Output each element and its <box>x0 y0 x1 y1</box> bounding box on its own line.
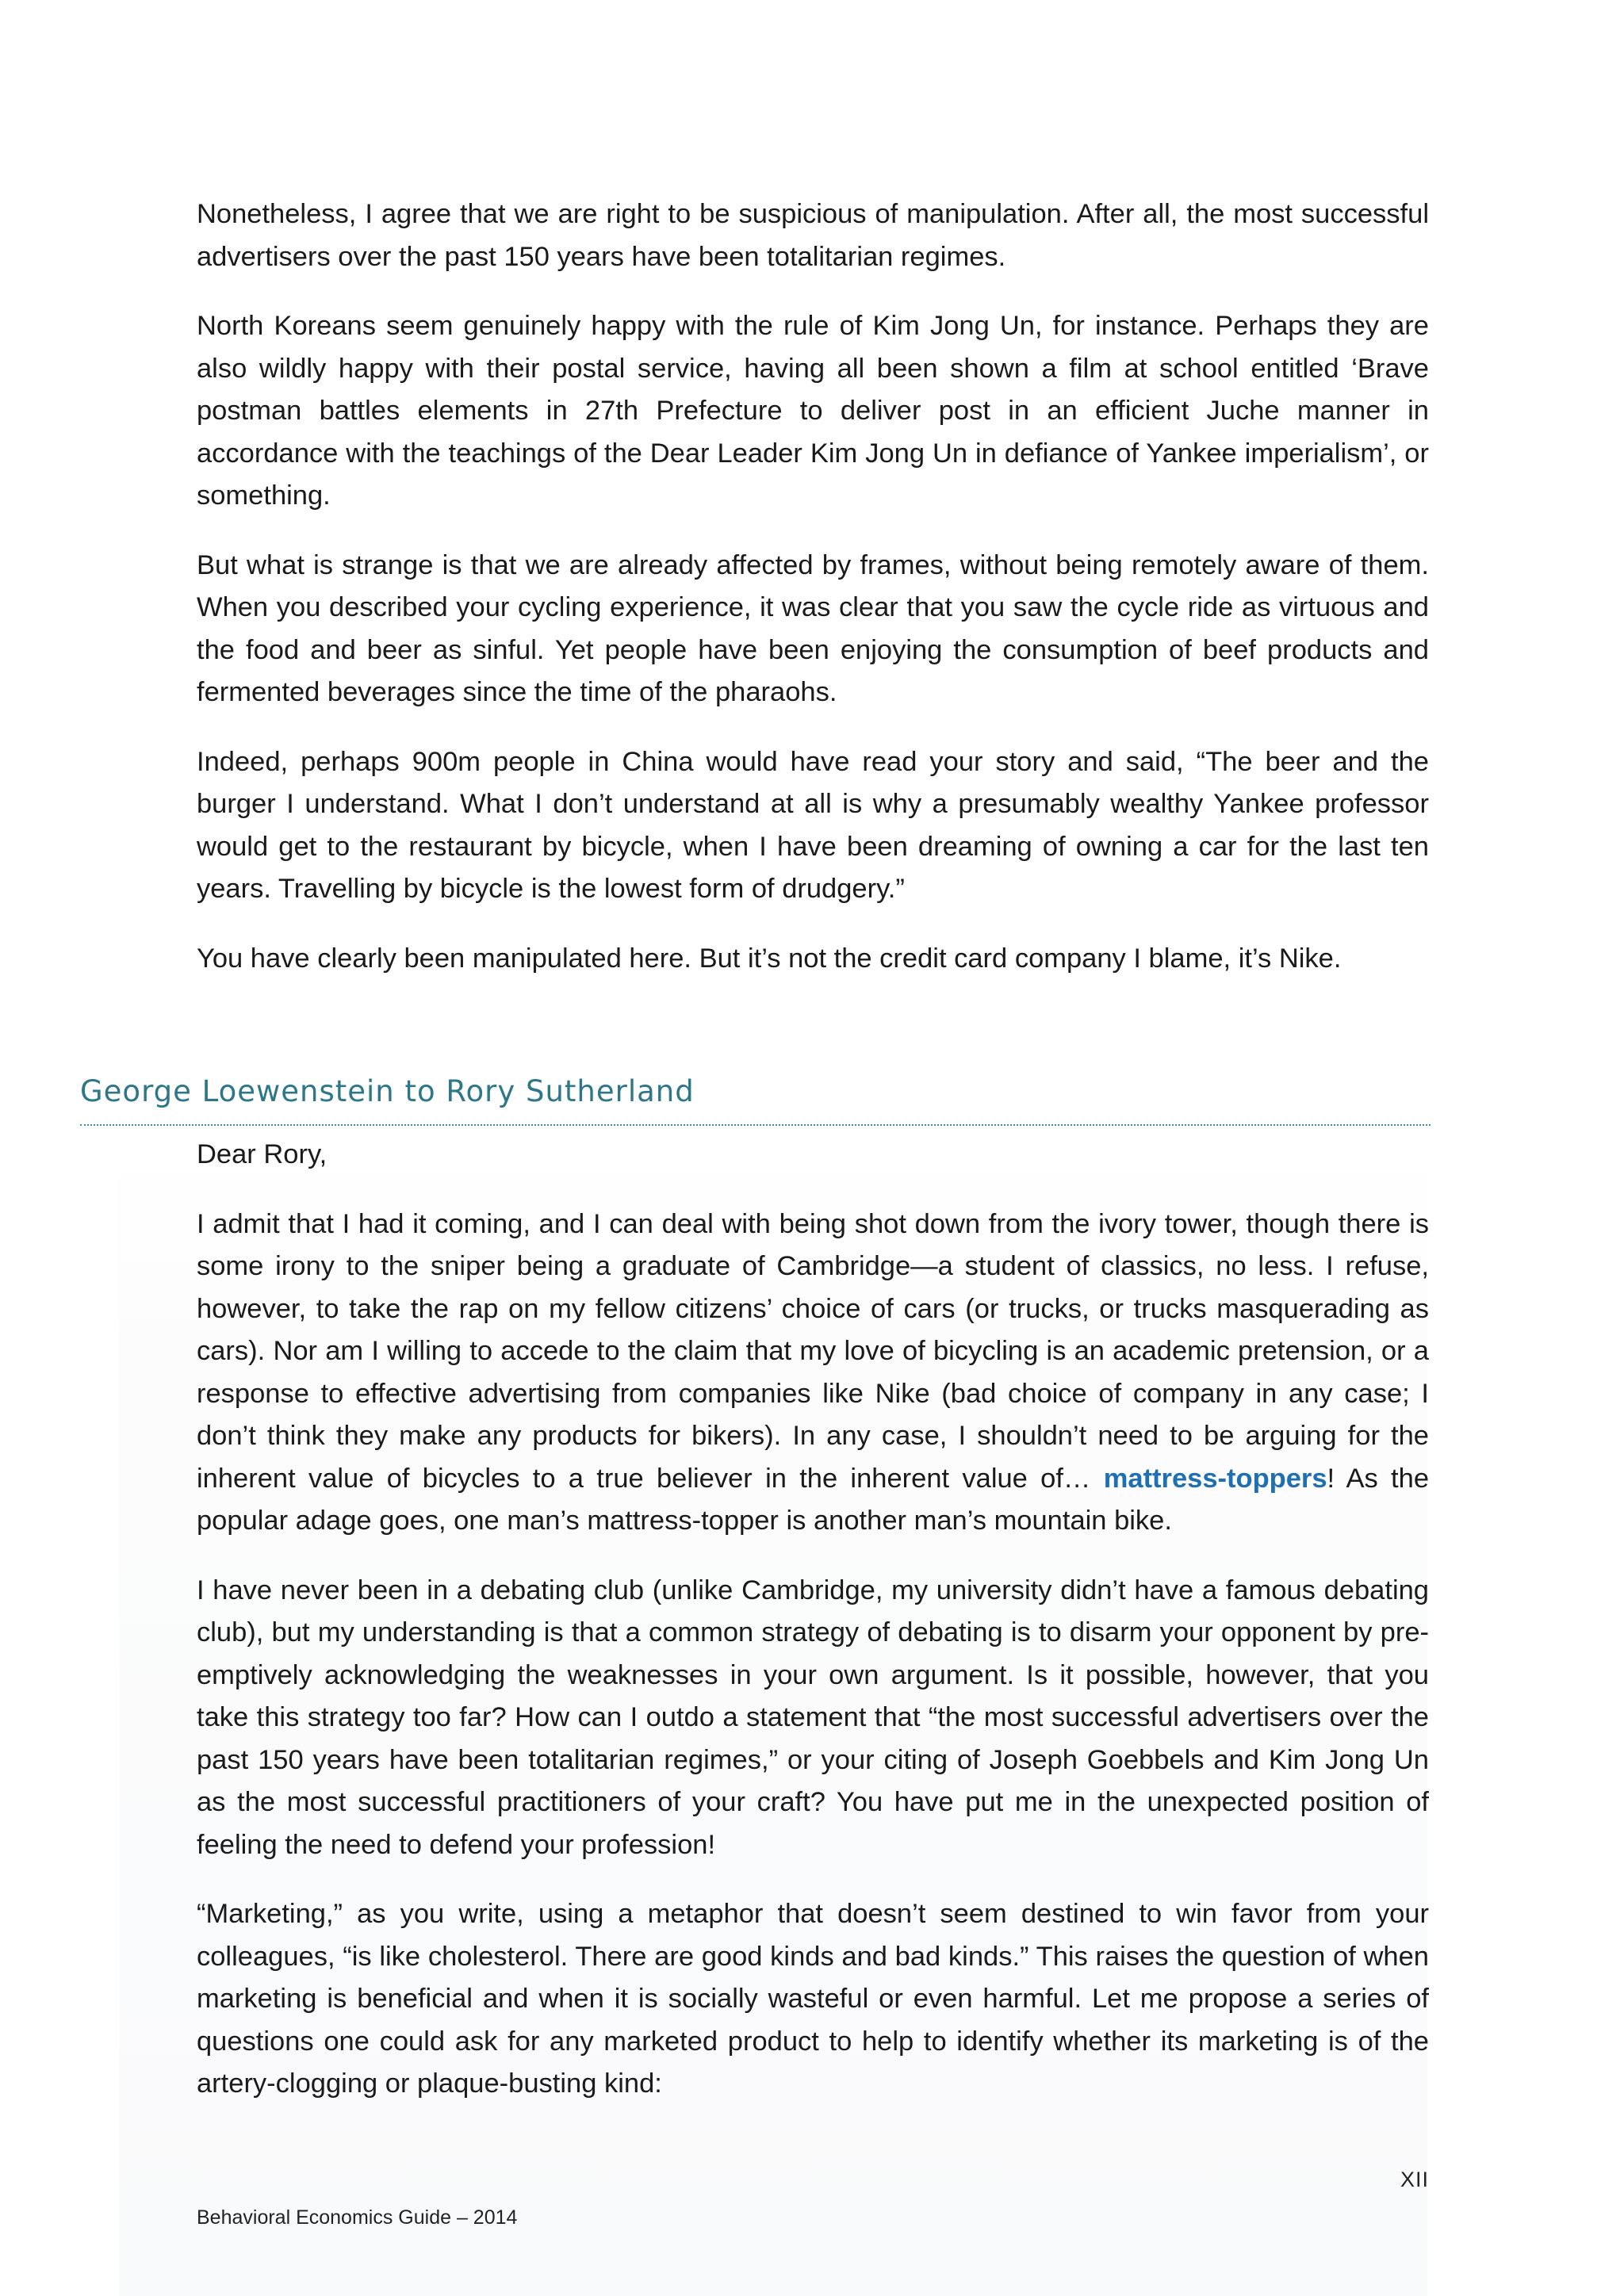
paragraph-text: I admit that I had it coming, and I can deal with being shot down from the ivory tower, though there is some irony to the sniper being a graduate of Cambridge—a student of classics, no less. I refuse, however, to take the rap on my fellow citizens’ choice of cars (or trucks, or trucks masquerading as cars). Nor am I willing to accede to the claim that my love of bicycling is an academic pretension, or a response to effective advertising from companies like Nike (bad choice of company in any case; I don’t think they make any products for bikers). In any case, I shouldn’t need to be arguing for the inherent value of bicycles to a true believer in the inherent value of… <box>197 1208 1429 1494</box>
letter-body <box>197 1134 1429 2106</box>
paragraph: Nonetheless, I agree that we are right to be suspicious of manipulation. After all, the most successful advertisers over the past 150 years have been totalitarian regimes. <box>197 199 1429 272</box>
paragraph: North Koreans seem genuinely happy with the rule of Kim Jong Un, for instance. Perhaps they are also wildly happy with their postal service, having all been shown a film at school entitled ‘Brave postman battles elements in 27th Prefecture to deliver post in an efficient Juche manner in accordance with the teachings of the Dear Leader Kim Jong Un in defiance of Yankee imperialism’, or something. <box>197 311 1429 511</box>
footer-title: Behavioral Economics Guide – 2014 <box>197 2206 518 2229</box>
mattress-toppers-link[interactable]: mattress-toppers <box>1103 1463 1327 1494</box>
page-number: XII <box>1400 2168 1429 2191</box>
paragraph: You have clearly been manipulated here. But it’s not the credit card company I blame, it’s Nike. <box>197 943 1342 974</box>
paragraph: I have never been in a debating club (unlike Cambridge, my university didn’t have a famous debating club), but my understanding is that a common strategy of debating is to disarm your opponent by pre-emptively acknowledging the weaknesses in your own argument. Is it possible, however, that you take this strategy too far? How can I outdo a statement that “the most successful advertisers over the past 150 years have been totalitarian regimes,” or your citing of Joseph Goebbels and Kim Jong Un as the most successful practitioners of your craft? You have put me in the unexpected position of feeling the need to defend your profession! <box>197 1575 1429 1860</box>
paragraph: Indeed, perhaps 900m people in China would have read your story and said, “The beer and the burger I understand. What I don’t understand at all is why a presumably wealthy Yankee professor would get to the restaurant by bicycle, when I have been dreaming of owning a car for the last ten years. Travelling by bicycle is the lowest form of drudgery.” <box>197 746 1429 904</box>
paragraph: But what is strange is that we are already affected by frames, without being remotely aware of them. When you described your cycling experience, it was clear that you saw the cycle ride as virtuous and the food and beer as sinful. Yet people have been enjoying the consumption of beef products and fermented beverages since the time of the pharaohs. <box>197 549 1429 707</box>
paragraph <box>197 1203 1429 1543</box>
paragraph-text: ! As the popular adage goes, one man’s mattress-topper is another man’s mountain bike. <box>197 1463 1430 1536</box>
opening-text <box>197 193 1429 980</box>
paragraph: “Marketing,” as you write, using a metaphor that doesn’t seem destined to win favor from your colleagues, “is like cholesterol. There are good kinds and bad kinds.” This raises the question of when marketing is beneficial and when it is socially wasteful or even harmful. Let me propose a series of questions one could ask for any marketed product to help to identify whether its marketing is of the artery-clogging or plaque-busting kind: <box>197 1899 1429 2099</box>
salutation: Dear Rory, <box>197 1139 327 1169</box>
section-heading: George Loewenstein to Rory Sutherland <box>80 1072 1431 1126</box>
